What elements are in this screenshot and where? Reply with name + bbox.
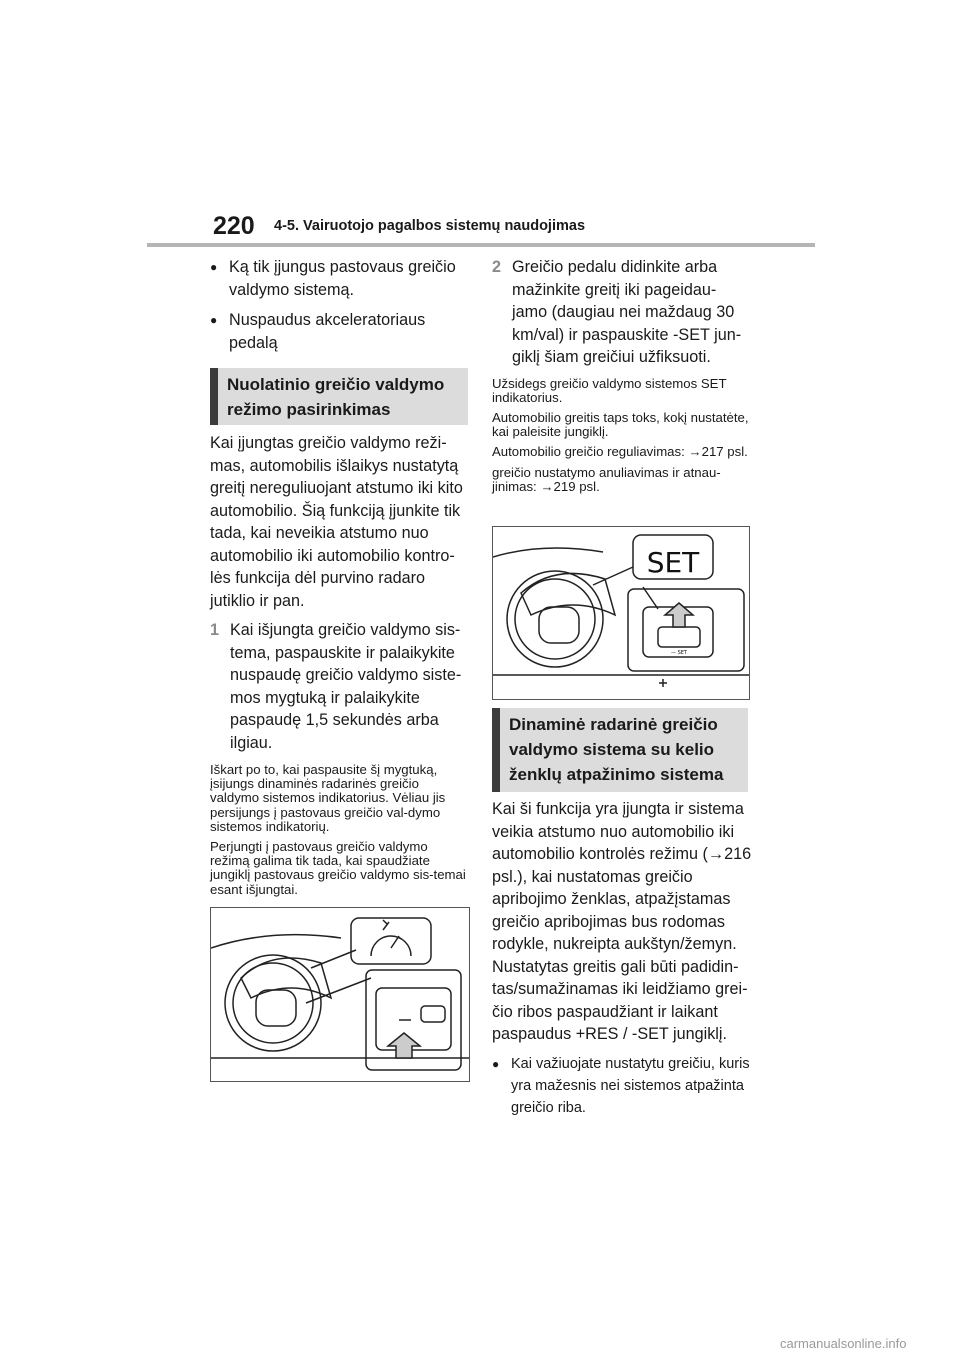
note: Perjungti į pastovaus greičio valdymo režimą galima tik tada, kai spaudžiate jungiklį pastovaus greičio valdymo sis-temai esant išjungtai. — [210, 839, 466, 897]
step-number: 1 — [210, 621, 220, 639]
switch-label: — SET — [671, 650, 687, 656]
step-number: 2 — [492, 258, 502, 276]
note: Automobilio greičio reguliavimas: →217 psl. — [492, 444, 748, 460]
note: greičio nustatymo anuliavimas ir atnau-jinimas: →219 psl. — [492, 464, 721, 494]
bullet-item: ● Ką tik įjungus pastovaus greičio valdymo sistemą. — [210, 256, 468, 301]
right-body — [492, 798, 754, 1119]
section-heading: Nuolatinio greičio valdymo režimo pasirinkimas — [210, 368, 468, 425]
page-number: 220 — [213, 212, 255, 240]
step-text: Kai išjungta greičio valdymo sis-tema, paspauskite ir palaikykite nuspaudę greičio valdymo siste-mos mygtuką ir palaikykite paspaudę 1,5 sekundės arba ilgiau. — [230, 621, 462, 752]
note: Automobilio greitis taps toks, kokį nustatėte, kai paleisite jungiklį. — [492, 409, 749, 440]
bullet-item: ● Kai važiuojate nustatytu greičiu, kuris yra mažesnis nei sistemos atpažinta greičio riba. — [492, 1053, 754, 1119]
section-heading: Dinaminė radarinė greičio valdymo sistema su kelio ženklų atpažinimo sistema — [492, 708, 748, 792]
left-body — [210, 432, 468, 897]
header-divider — [147, 243, 815, 247]
step-2 — [492, 256, 750, 369]
left-bullets — [210, 256, 468, 354]
note: Užsidegs greičio valdymo sistemos SET indikatorius. — [492, 375, 727, 405]
note: Iškart po to, kai paspausite šį mygtuką, įsijungs dinaminės radarinės greičio valdymo sistemos indikatorius. Vėliau jis persijungs į pastovaus greičio val-dymo sistemos indikatorių. — [210, 762, 446, 834]
bullet-item: ● Nuspaudus akceleratoriaus pedalą — [210, 309, 468, 354]
chapter-title: 4-5. Vairuotojo pagalbos sistemų naudojimas — [274, 218, 586, 234]
set-callout: SET — [646, 546, 700, 579]
figure-set-switch — [492, 526, 750, 700]
paragraph: Kai įjungtas greičio valdymo reži-mas, automobilis išlaikys nustatytą greitį nereguliuojant atstumo iki kito automobilio. Šią funkciją įjunkite tik tada, kai neveikia atstumo nuo automobilio iki automobilio kontro-lės funkcija dėl purvino radaro jutiklio ir pan. — [210, 434, 463, 610]
watermark: carmanualsonline.info — [780, 1336, 907, 1351]
right-top — [492, 256, 750, 494]
figure-steering-cruise-button — [210, 907, 470, 1082]
step-text: Greičio pedalu didinkite arba mažinkite greitį iki pageidau-jamo (daugiau nei maždaug 30 km/val) ir paspauskite -SET jun-giklį šiam greičiui užfiksuoti. — [512, 258, 742, 366]
step-1 — [210, 619, 468, 754]
paragraph: Kai ši funkcija yra įjungta ir sistema veikia atstumo nuo automobilio iki automobilio kontrolės režimu (→216 psl.), kai nustatomas greičio apribojimo ženklas, atpažįstamas greičio apribojimas bus rodomas rodykle, nukreipta aukštyn/žemyn. Nustatytas greitis gali būti padidin-tas/sumažinamas iki leidžiamo grei-čio ribos paspaudžiant ir laikant paspaudus +RES / -SET jungiklį. — [492, 800, 752, 1043]
